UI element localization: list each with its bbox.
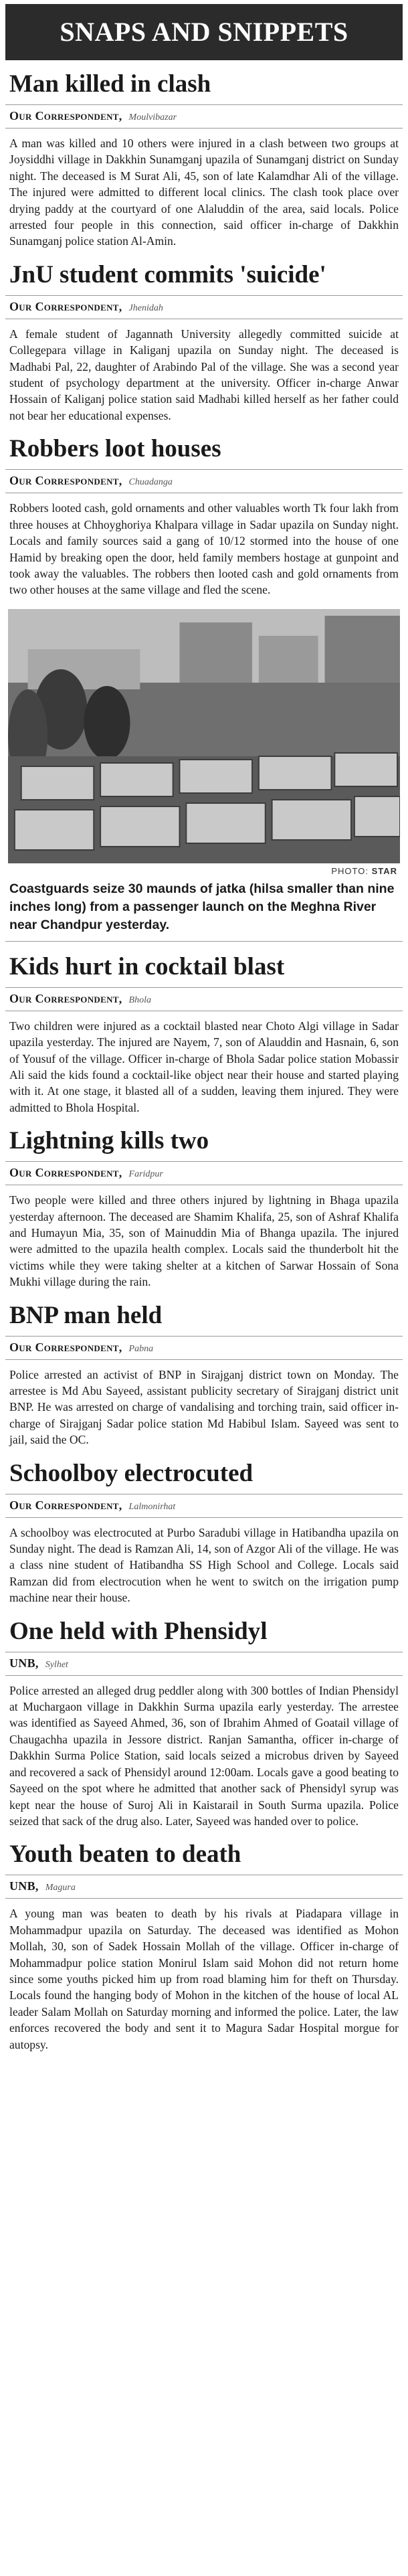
news-story	[5, 1840, 403, 2053]
story-body: Two children were injured as a cocktail blasted near Choto Algi village in Sadar upazila yesterday. The injured are Nayem, 7, son of Alauddin and Hasnain, 6, son of Yousuf of the village. Officer in-charge of Bhola Sadar police station Mobassir Ali said the kids found a cocktail-like object near their house and started playing with it. At one stage, it blasted all of a sudden, leaving them injured. They were admitted to Bhola Hospital.	[9, 1019, 399, 1114]
story-byline	[5, 295, 403, 319]
story-body: Police arrested an activist of BNP in Sirajganj district town on Monday. The arrestee is Md Abu Sayeed, assistant publicity secretary of Sirajganj district unit BNP. He was arrested on charge of vandalising and torching train, said officer in-charge of Sirajganj Sadar police station Md Habibul Islam. Sayeed was sent to jail, said the OC.	[9, 1367, 399, 1447]
byline-location: Lalmonirhat	[128, 1501, 176, 1512]
news-story	[5, 260, 403, 424]
photo-caption: Coastguards seize 30 maunds of jatka (hilsa smaller than nine inches long) from a passenger launch on the Meghna River near Chandpur yesterday.	[5, 880, 403, 942]
byline-location: Bhola	[128, 995, 151, 1005]
news-story	[5, 1126, 403, 1290]
news-story	[5, 1301, 403, 1448]
story-headline: One held with Phensidyl	[9, 1617, 268, 1645]
story-headline: JnU student commits 'suicide'	[9, 260, 326, 288]
news-story	[5, 1459, 403, 1606]
byline-location: Sylhet	[45, 1659, 68, 1670]
photo-credit-source: STAR	[371, 865, 397, 876]
story-body: Robbers looted cash, gold ornaments and other valuables worth Tk four lakh from three houses at Chhoyghoriya Khalpara village in Sadar upazila on Sunday night. Locals and family sources said a gang of 10/12 stormed into the house of one Hamid by breaking open the door, held family members hostage at gunpoint and took away the valuables. The robbers then looted cash and gold ornaments from two other houses at the same village and fled the scene.	[9, 501, 399, 597]
photo-credit-label: PHOTO:	[331, 865, 369, 876]
story-body: A schoolboy was electrocuted at Purbo Saradubi village in Hatibandha upazila on Sunday night. The dead is Ramzan Ali, 14, son of Azgor Ali of the village. He was a class nine student of Hatibandha SS High School and College. Locals said Ramzan did from electrocution when he went to switch on the irrigation pump machine near their house.	[9, 1525, 399, 1605]
story-headline: Lightning kills two	[9, 1127, 209, 1155]
byline-location: Pabna	[128, 1343, 154, 1354]
news-story	[5, 70, 403, 250]
story-body: Police arrested an alleged drug peddler along with 300 bottles of Indian Phensidyl at Muchargaon village in Dakkhin Surma upazila early yesterday. The arrestee was identified as Sayeed Ahmed, 36, son of Ibrahim Ahmed of Goatail village of Chaugachha upazila in Jessore district. Ranjan Samantha, officer in-charge of Dakkhin Surma Police Station, said locals seized a microbus driven by Sayeed and recovered a sack of Phensidyl around 12:00am. Locals gave a good beating to Sayeed on the spot where he admitted that another sack of Phensidyl syrup was kept near the house of Suroj Ali in Kaistarail in South Surma upazila. Police seized that sack of the drug also. Later, Sayeed was handed over to police.	[9, 1683, 399, 1828]
section-banner	[5, 4, 403, 60]
news-photo	[8, 609, 400, 863]
story-headline: Kids hurt in cocktail blast	[9, 952, 285, 980]
byline-location: Magura	[45, 1883, 76, 1893]
news-story	[5, 1617, 403, 1830]
news-story	[5, 434, 403, 941]
story-headline: Schoolboy electrocuted	[9, 1459, 253, 1487]
story-headline: Robbers loot houses	[9, 435, 221, 463]
byline-location: Jhenidah	[128, 303, 163, 313]
byline-source: UNB,	[9, 1879, 39, 1893]
byline-source: Our Correspondent,	[9, 1498, 122, 1512]
coastguard-jatka-photo	[8, 609, 400, 863]
news-story	[5, 952, 403, 1116]
byline-location: Faridpur	[128, 1169, 163, 1180]
byline-source: Our Correspondent,	[9, 991, 122, 1005]
story-byline	[5, 1875, 403, 1899]
story-headline: BNP man held	[9, 1301, 163, 1329]
byline-source: Our Correspondent,	[9, 474, 122, 488]
byline-source: Our Correspondent,	[9, 299, 122, 313]
story-byline	[5, 469, 403, 493]
story-body: A female student of Jagannath University allegedly committed suicide at Collegepara village in Kaliganj upazila on Sunday night. The deceased is Madhabi Pal, 22, daughter of Arabindo Pal of the village. She was a second year student of psychology department at the university. Officer in-charge Anwar Hossain of Kaliganj police station said Madhabi killed herself as her father could not bear her educational expenses.	[9, 327, 399, 422]
byline-location: Moulvibazar	[128, 112, 177, 122]
story-byline	[5, 987, 403, 1011]
byline-source: Our Correspondent,	[9, 1340, 122, 1354]
story-byline	[5, 1494, 403, 1518]
byline-source: Our Correspondent,	[9, 1166, 122, 1180]
story-byline	[5, 1161, 403, 1185]
story-headline: Man killed in clash	[9, 70, 211, 98]
byline-source: UNB,	[9, 1656, 39, 1670]
story-headline: Youth beaten to death	[9, 1840, 241, 1869]
story-body: A man was killed and 10 others were injured in a clash between two groups at Joysiddhi village in Dakkhin Sunamganj upazila of Sunamganj district on Sunday night. The deceased is M Surat Ali, 45, son of late Kalamdhar Ali of the village. The injured were admitted to different local clinics. The clash took place over drying paddy at the courtyard of one Alaluddin of the area, said locals. Police arrested four people in this connection, said officer in-charge of Dakkhin Sunamganj police station Al-Amin.	[9, 137, 399, 248]
byline-source: Our Correspondent,	[9, 109, 122, 122]
story-byline	[5, 1336, 403, 1360]
story-body: Two people were killed and three others injured by lightning in Bhaga upazila yesterday afternoon. The deceased are Shamim Khalifa, 25, son of Ashraf Khalifa and Humayun Mia, 35, son of Mainuddin Mia of Bhanga upazila. The injured were admitted to the upazila health complex. Locals said the thunderbolt hit the victims while they were taking shelter at a kitchen of Sarwar Hossain of Sona Mukhi village during the rain.	[9, 1193, 399, 1289]
story-byline	[5, 104, 403, 128]
story-byline	[5, 1652, 403, 1676]
byline-location: Chuadanga	[128, 477, 173, 488]
photo-credit	[5, 866, 397, 876]
story-body: A young man was beaten to death by his rivals at Piadapara village in Mohammadpur upazila on Saturday. The deceased was identified as Mohon Mollah, 30, son of Sadek Hossain Mollah of the village. Officer in-charge of Mohammadpur police station Monirul Islam said Mohon did not return home since some youths picked him up from road blaming him for theft on Thursday. Locals found the hanging body of Mohon in the kitchen of the house of local AL leader Salam Mollah on Saturday morning and informed the police. Later, the law enforces recovered the body and sent it to Magura Sadar Hospital morgue for autopsy.	[9, 1907, 399, 2051]
section-title: SNAPS AND SNIPPETS	[60, 17, 348, 47]
